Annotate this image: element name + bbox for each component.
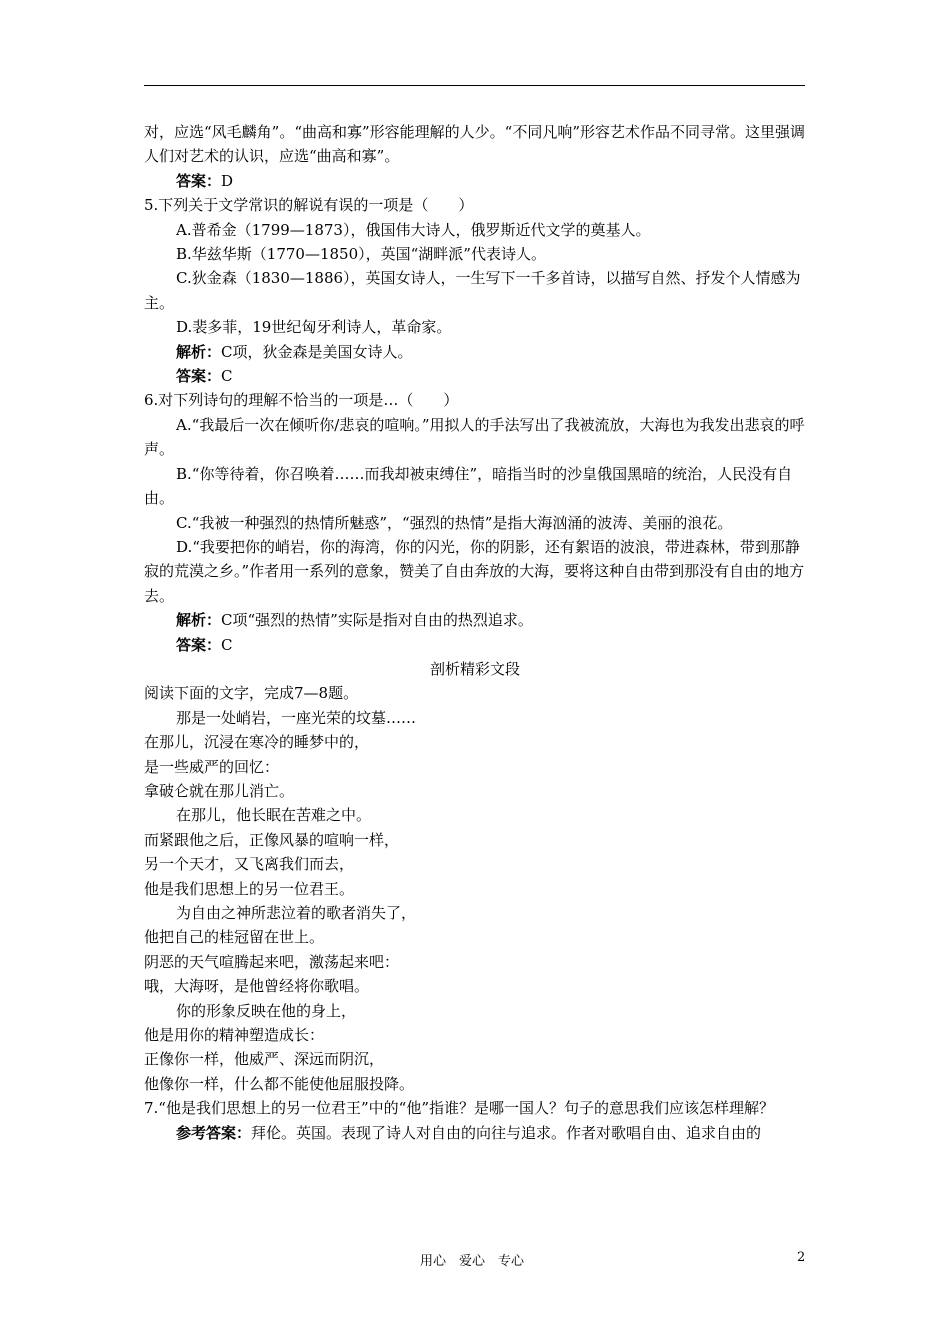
paragraph xyxy=(144,803,806,827)
paragraph xyxy=(144,877,806,901)
paragraph xyxy=(144,242,806,266)
paragraph xyxy=(144,633,806,657)
paragraph-text: C.狄金森（1830—1886），英国女诗人，一生写下一千多首诗，以描写自然、抒发个人情感为主。 xyxy=(144,269,801,312)
paragraph xyxy=(144,706,806,730)
paragraph-text: 你的形象反映在他的身上， xyxy=(176,1001,357,1020)
paragraph-label: 答案： xyxy=(176,171,222,190)
paragraph xyxy=(144,1096,806,1120)
paragraph-text: 7.“他是我们思想上的另一位君王”中的“他”指谁？是哪一国人？句子的意思我们应该怎样理解？ xyxy=(144,1099,774,1118)
paragraph-text: 正像你一样，他威严、深远而阴沉， xyxy=(144,1050,385,1069)
document-body xyxy=(144,120,806,1145)
paragraph-text: 拜伦。英国。表现了诗人对自由的向往与追求。作者对歌唱自由、追求自由的 xyxy=(251,1123,762,1142)
paragraph-text: 剖析精彩文段 xyxy=(429,659,520,678)
paragraph-text: 5.下列关于文学常识的解说有误的一项是（ ） xyxy=(144,196,474,215)
paragraph xyxy=(144,1072,806,1096)
paragraph-label: 解析： xyxy=(176,611,222,630)
paragraph xyxy=(144,413,806,462)
paragraph xyxy=(144,364,806,388)
paragraph xyxy=(144,1023,806,1047)
paragraph-text: 他像你一样，什么都不能使他屈服投降。 xyxy=(144,1074,415,1093)
paragraph xyxy=(144,974,806,998)
paragraph xyxy=(144,901,806,925)
paragraph xyxy=(144,755,806,779)
paragraph-text: C.“我被一种强烈的热情所魅惑”，“强烈的热情”是指大海汹涌的波涛、美丽的浪花。 xyxy=(176,513,733,532)
paragraph xyxy=(144,999,806,1023)
paragraph xyxy=(144,925,806,949)
paragraph-text: 在那儿，他长眠在苦难之中。 xyxy=(176,806,372,825)
section-heading xyxy=(144,657,806,681)
paragraph-text: 为自由之神所悲泣着的歌者消失了， xyxy=(176,904,417,922)
paragraph xyxy=(144,266,806,315)
paragraph xyxy=(144,315,806,339)
paragraph xyxy=(144,462,806,511)
paragraph-text: 哦，大海呀，是他曾经将你歌唱。 xyxy=(144,977,370,996)
paragraph-text: D xyxy=(221,171,234,190)
paragraph-text: 阅读下面的文字，完成7—8题。 xyxy=(144,684,359,703)
paragraph xyxy=(144,1047,806,1071)
paragraph-text: A.普希金（1799—1873），俄国伟大诗人，俄罗斯近代文学的奠基人。 xyxy=(176,220,651,239)
paragraph xyxy=(144,340,806,364)
paragraph-text: 6.对下列诗句的理解不恰当的一项是…（ ） xyxy=(144,391,459,410)
footer-motto: 用心 爱心 专心 xyxy=(420,1254,525,1269)
paragraph xyxy=(144,828,806,852)
paragraph-text: C项“强烈的热情”实际是指对自由的热烈追求。 xyxy=(221,611,533,630)
paragraph-text: 他把自己的桂冠留在世上。 xyxy=(144,928,325,947)
paragraph xyxy=(144,511,806,535)
paragraph xyxy=(144,535,806,608)
paragraph-text: 阴恶的天气喧腾起来吧，激荡起来吧： xyxy=(144,952,400,971)
paragraph-text: 他是我们思想上的另一位君王。 xyxy=(144,879,355,898)
paragraph xyxy=(144,730,806,754)
paragraph-text: 拿破仑就在那儿消亡。 xyxy=(144,781,295,800)
paragraph xyxy=(144,779,806,803)
paragraph xyxy=(144,950,806,974)
paragraph-text: C项，狄金森是美国女诗人。 xyxy=(221,342,413,361)
page-number: 2 xyxy=(797,1250,806,1265)
paragraph-text: A.“我最后一次在倾听你/悲哀的喧响。”用拟人的手法写出了我被流放，大海也为我发出悲哀的呼声。 xyxy=(144,415,805,459)
paragraph xyxy=(144,169,806,193)
paragraph xyxy=(144,193,806,217)
paragraph-label: 解析： xyxy=(176,342,222,361)
paragraph xyxy=(144,681,806,705)
paragraph-text: 对，应选“风毛麟角”。“曲高和寡”形容能理解的人少。“不同凡响”形容艺术作品不同寻常。这里强调人们对艺术的认识，应选“曲高和寡”。 xyxy=(144,123,806,166)
paragraph-label: 答案： xyxy=(176,635,222,654)
paragraph-text: 在那儿，沉浸在寒冷的睡梦中的， xyxy=(144,733,370,752)
paragraph-label: 参考答案： xyxy=(176,1123,252,1142)
paragraph-text: 他是用你的精神塑造成长： xyxy=(144,1026,325,1045)
paragraph-text: B.“你等待着，你召唤着……而我却被束缚住”，暗指当时的沙皇俄国黑暗的统治，人民没有自由。 xyxy=(144,464,793,508)
paragraph xyxy=(144,852,806,876)
paragraph-text: 是一些威严的回忆： xyxy=(144,757,280,776)
paragraph xyxy=(144,608,806,632)
paragraph-text: D.“我要把你的峭岩，你的海湾，你的闪光，你的阴影，还有絮语的波浪，带进森林，带到那静寂的荒漠之乡。”作者用一系列的意象，赞美了自由奔放的大海，要将这种自由带到那没有自由的地方去。 xyxy=(144,537,805,605)
paragraph xyxy=(144,218,806,242)
paragraph-text: 另一个天才，又飞离我们而去， xyxy=(144,855,355,874)
paragraph-text: C xyxy=(221,635,233,654)
paragraph-text: 那是一处峭岩，一座光荣的坟墓…… xyxy=(176,708,417,727)
paragraph xyxy=(144,1121,806,1145)
paragraph-text: C xyxy=(221,367,233,386)
paragraph-text: 而紧跟他之后，正像风暴的喧响一样， xyxy=(144,830,400,849)
paragraph xyxy=(144,388,806,412)
header-rule xyxy=(144,85,805,86)
paragraph-text: B.华兹华斯（1770—1850），英国“湖畔派”代表诗人。 xyxy=(176,245,546,264)
paragraph xyxy=(144,120,806,169)
paragraph-text: D.裴多菲，19世纪匈牙利诗人，革命家。 xyxy=(176,318,452,337)
paragraph-label: 答案： xyxy=(176,367,222,386)
